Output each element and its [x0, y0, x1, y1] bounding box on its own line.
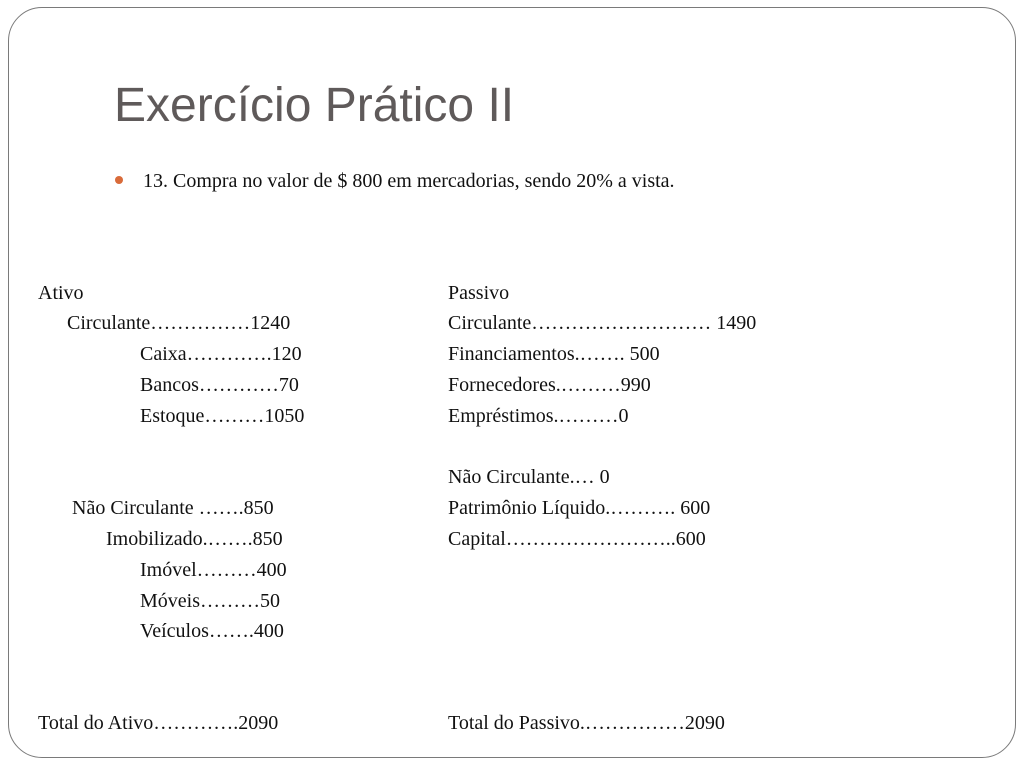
ativo-header: Ativo — [38, 282, 84, 304]
ativo-moveis: Móveis………50 — [140, 590, 280, 612]
passivo-total: Total do Passivo.……………2090 — [448, 712, 725, 734]
ativo-imobilizado: Imobilizado.…….850 — [106, 528, 283, 550]
ativo-veiculos: Veículos…….400 — [140, 620, 284, 642]
ativo-imovel: Imóvel………400 — [140, 559, 287, 581]
patrimonio-liquido: Patrimônio Líquido.………. 600 — [448, 497, 711, 519]
passivo-header: Passivo — [448, 282, 510, 304]
passivo-financiamentos: Financiamentos.……. 500 — [448, 343, 660, 365]
bullet-item — [115, 170, 675, 193]
ativo-total: Total do Ativo………….2090 — [38, 712, 279, 734]
passivo-fornecedores: Fornecedores.………990 — [448, 374, 651, 396]
bullet-text: 13. Compra no valor de $ 800 em mercadorias, sendo 20% a vista. — [143, 170, 675, 192]
passivo-circulante: Circulante……………………… 1490 — [448, 312, 757, 334]
ativo-bancos: Bancos…………70 — [140, 374, 299, 396]
passivo-nao-circulante: Não Circulante.… 0 — [448, 466, 610, 488]
slide-title: Exercício Prático II — [114, 79, 515, 132]
ativo-caixa: Caixa………….120 — [140, 343, 302, 365]
passivo-capital: Capital……………………..600 — [448, 528, 706, 550]
ativo-estoque: Estoque………1050 — [140, 405, 305, 427]
passivo-emprestimos: Empréstimos.………0 — [448, 405, 629, 427]
bullet-dot-icon — [115, 176, 123, 184]
ativo-nao-circulante: Não Circulante …….850 — [72, 497, 274, 519]
ativo-circulante: Circulante……………1240 — [67, 312, 291, 334]
